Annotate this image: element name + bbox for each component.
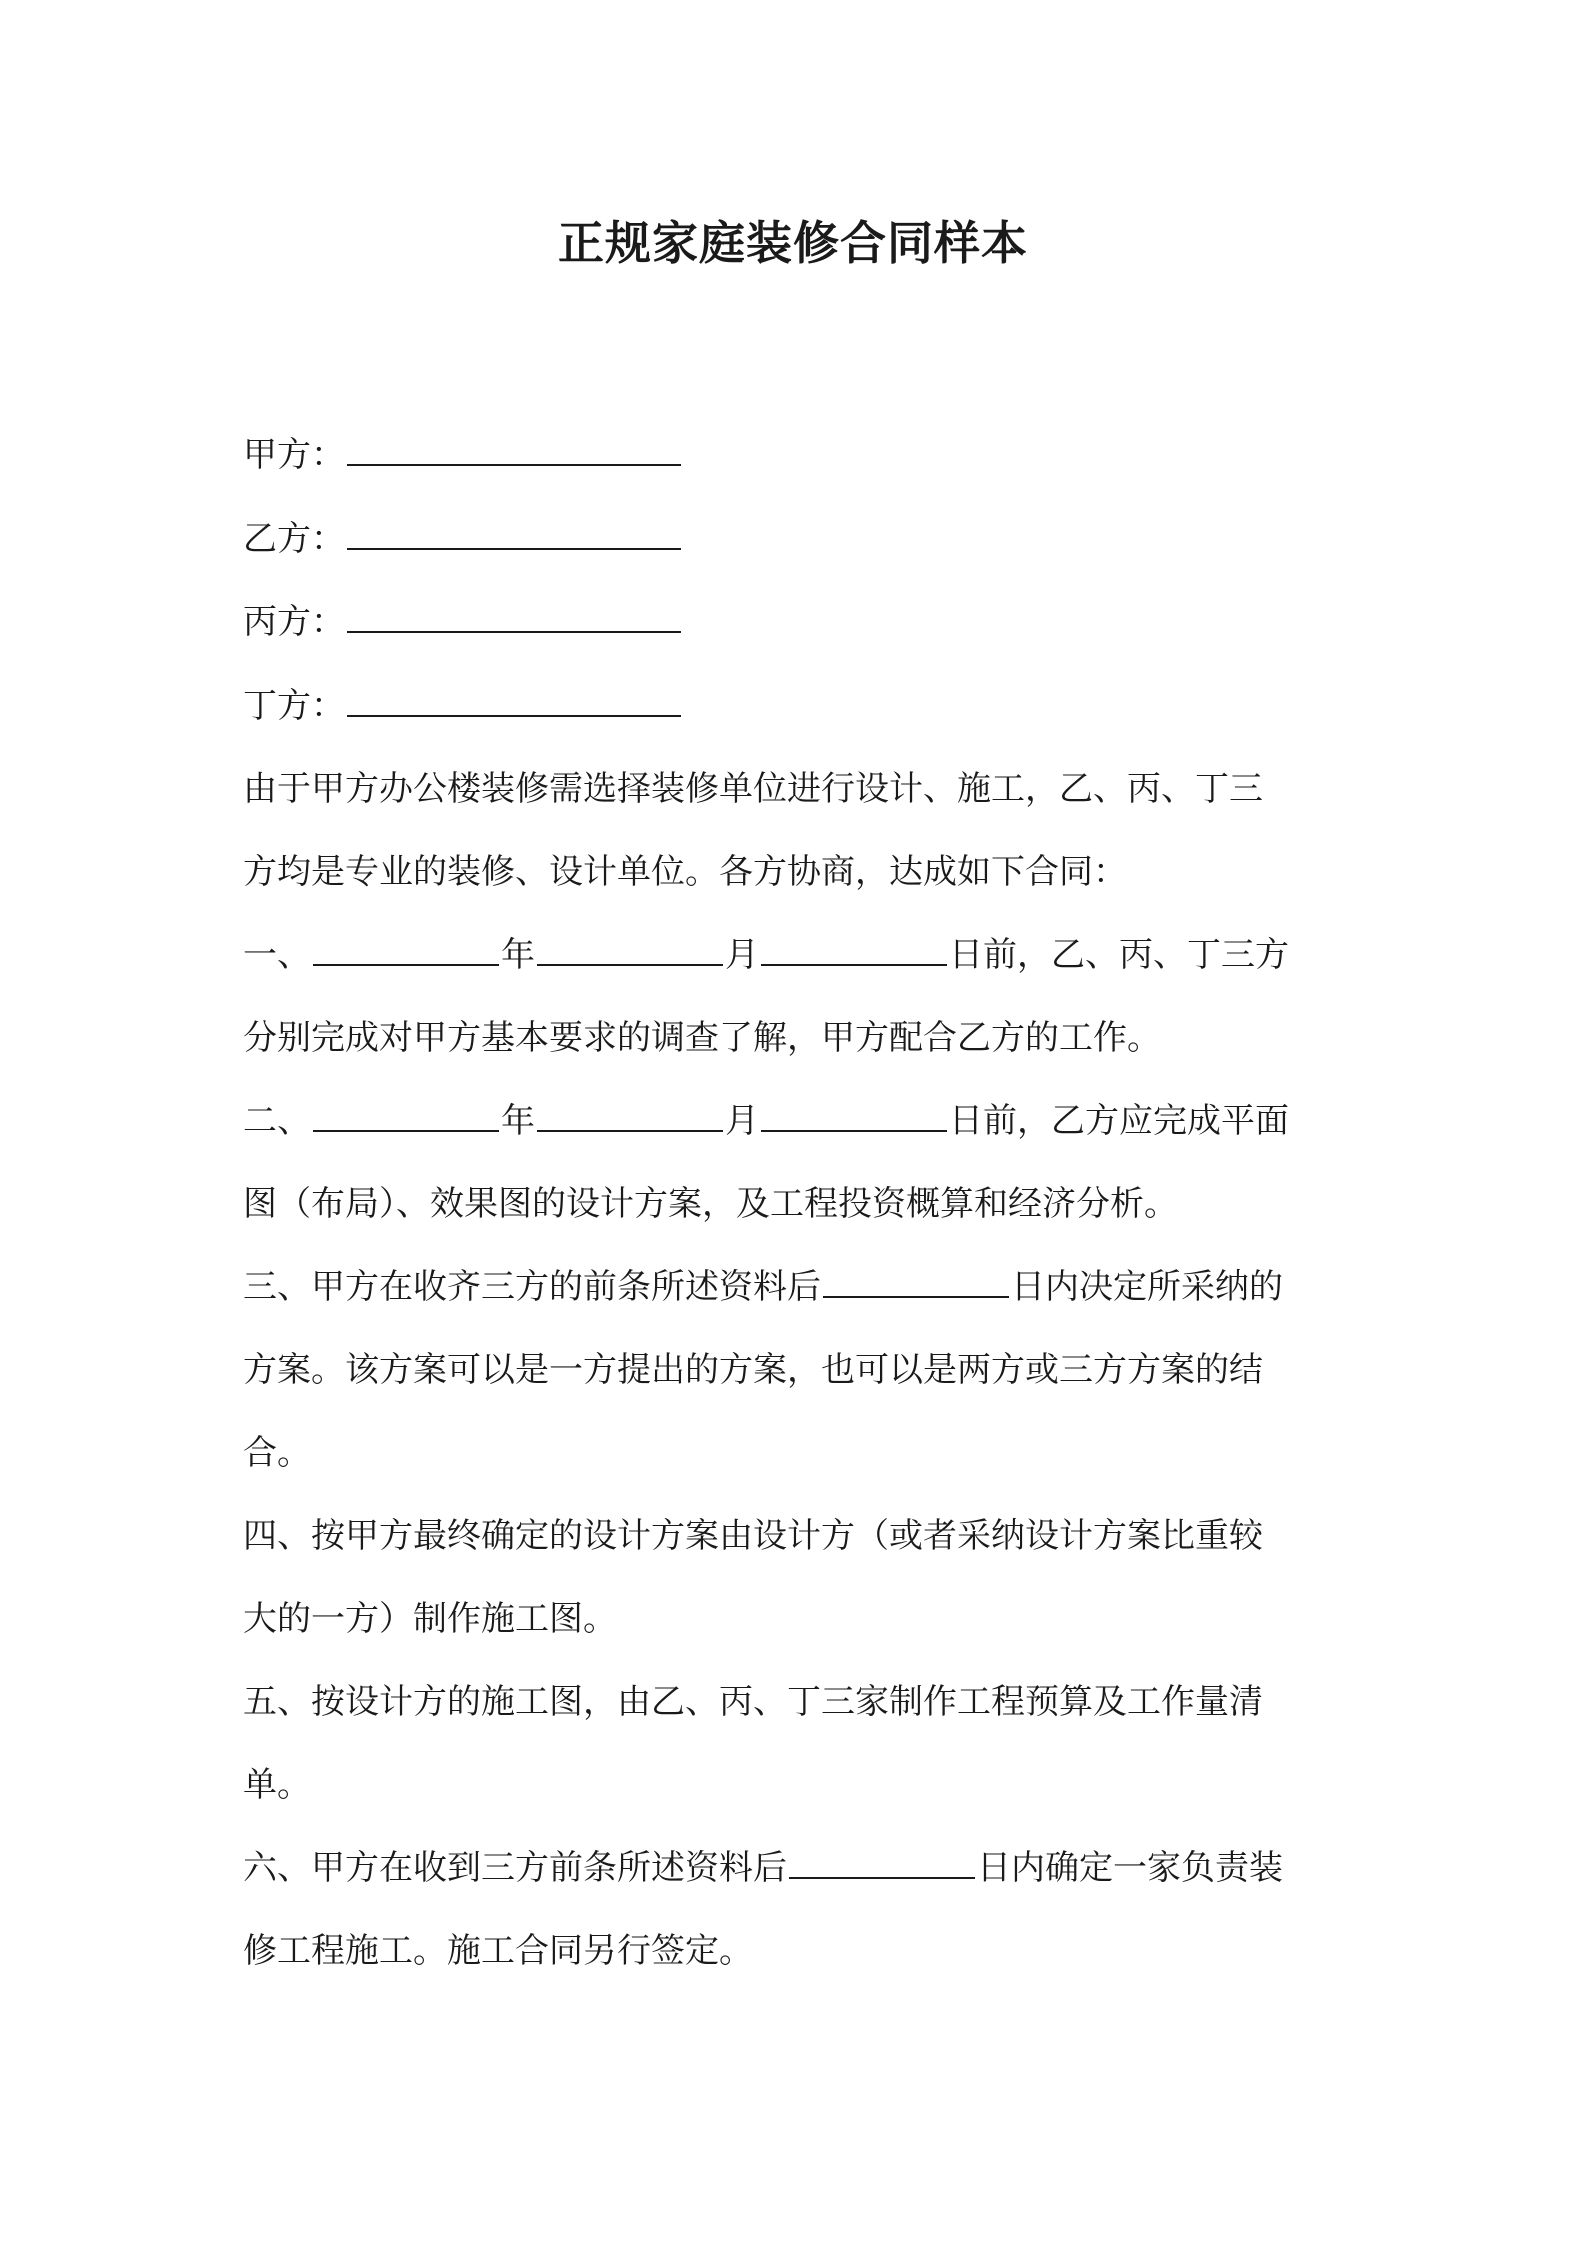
month-label: 月 — [725, 935, 759, 975]
clause-prefix: 六、甲方在收到三方前条所述资料后 — [243, 1848, 787, 1888]
clause-5-line-1: 五、按设计方的施工图，由乙、丙、丁三家制作工程预算及工作量清 — [243, 1682, 1263, 1722]
year-blank[interactable] — [313, 1100, 499, 1132]
document-title: 正规家庭装修合同样本 — [558, 216, 1028, 270]
clause-4-line-1: 四、按甲方最终确定的设计方案由设计方（或者采纳设计方案比重较 — [243, 1516, 1263, 1556]
year-label: 年 — [501, 1101, 535, 1141]
clause-prefix: 一、 — [243, 935, 311, 975]
clause-2-line-2: 图（布局）、效果图的设计方案，及工程投资概算和经济分析。 — [243, 1184, 1178, 1224]
party-label: 乙方： — [243, 518, 345, 559]
clause-1-line-2: 分别完成对甲方基本要求的调查了解，甲方配合乙方的工作。 — [243, 1018, 1161, 1058]
clause-4-line-2: 大的一方）制作施工图。 — [243, 1599, 617, 1639]
party-name-blank[interactable] — [347, 685, 681, 717]
clause-3-line-1 — [243, 1246, 1358, 1329]
year-blank[interactable] — [313, 934, 499, 966]
intro-line-1: 由于甲方办公楼装修需选择装修单位进行设计、施工，乙、丙、丁三 — [243, 769, 1263, 809]
year-label: 年 — [501, 935, 535, 975]
day-blank[interactable] — [761, 1100, 947, 1132]
clause-6-line-2: 修工程施工。施工合同另行签定。 — [243, 1931, 753, 1971]
clause-5-line-2: 单。 — [243, 1765, 311, 1805]
month-blank[interactable] — [537, 1100, 723, 1132]
clause-suffix: 日前，乙方应完成平面 — [949, 1101, 1289, 1141]
clause-suffix: 日前，乙、丙、丁三方 — [949, 935, 1289, 975]
party-line-ding — [243, 665, 1358, 749]
party-line-jia — [243, 414, 1358, 498]
party-name-blank[interactable] — [347, 434, 681, 466]
month-label: 月 — [725, 1101, 759, 1141]
clause-3-line-2: 方案。该方案可以是一方提出的方案，也可以是两方或三方方案的结 — [243, 1350, 1263, 1390]
clause-prefix: 三、甲方在收齐三方的前条所述资料后 — [243, 1267, 821, 1307]
party-name-blank[interactable] — [347, 601, 681, 633]
days-blank[interactable] — [823, 1266, 1009, 1298]
party-line-yi — [243, 498, 1358, 582]
intro-line-2: 方均是专业的装修、设计单位。各方协商，达成如下合同： — [243, 852, 1127, 892]
party-line-bing — [243, 581, 1358, 665]
party-label: 丙方： — [243, 602, 345, 642]
clause-suffix: 日内决定所采纳的 — [1011, 1267, 1283, 1307]
party-name-blank[interactable] — [347, 518, 681, 550]
clause-3-line-3: 合。 — [243, 1433, 311, 1473]
party-label: 丁方： — [243, 685, 345, 726]
clause-6-line-1 — [243, 1827, 1358, 1910]
clause-1-line-1 — [243, 914, 1358, 997]
clause-2-line-1 — [243, 1080, 1358, 1163]
day-blank[interactable] — [761, 934, 947, 966]
month-blank[interactable] — [537, 934, 723, 966]
clause-prefix: 二、 — [243, 1101, 311, 1141]
party-label: 甲方： — [243, 435, 345, 475]
clause-suffix: 日内确定一家负责装 — [977, 1848, 1283, 1888]
days-blank[interactable] — [789, 1847, 975, 1879]
document-body — [243, 414, 1358, 1993]
